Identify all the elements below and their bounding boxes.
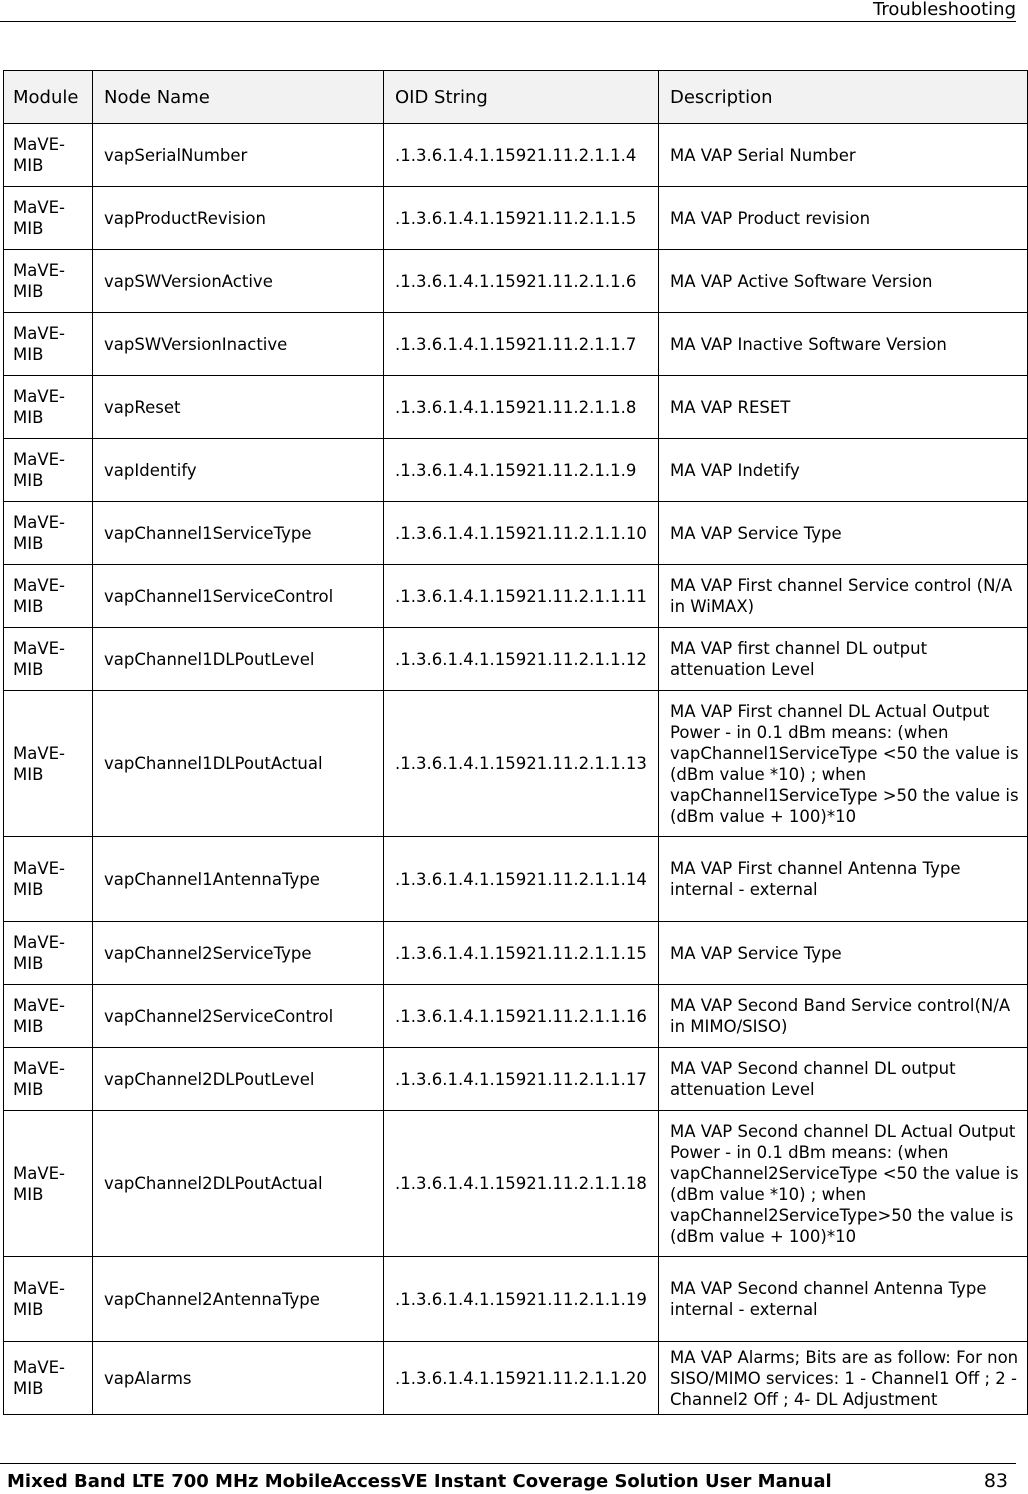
header-divider — [0, 21, 1016, 22]
table-row — [4, 565, 1028, 628]
cell-oid: .1.3.6.1.4.1.15921.11.2.1.1.10 — [384, 502, 659, 565]
cell-description: MA VAP first channel DL output attenuation Level — [659, 628, 1028, 691]
footer-manual-title: Mixed Band LTE 700 MHz MobileAccessVE Instant Coverage Solution User Manual — [7, 1471, 832, 1492]
cell-oid: .1.3.6.1.4.1.15921.11.2.1.1.17 — [384, 1048, 659, 1111]
cell-node-name: vapChannel1ServiceControl — [93, 565, 384, 628]
cell-oid: .1.3.6.1.4.1.15921.11.2.1.1.19 — [384, 1257, 659, 1342]
cell-module: MaVE-MIB — [4, 124, 93, 187]
oid-table — [3, 70, 1028, 1415]
cell-node-name: vapChannel1AntennaType — [93, 837, 384, 922]
cell-module: MaVE-MIB — [4, 1257, 93, 1342]
column-header-node-name: Node Name — [93, 71, 384, 124]
cell-oid: .1.3.6.1.4.1.15921.11.2.1.1.15 — [384, 922, 659, 985]
cell-node-name: vapIdentify — [93, 439, 384, 502]
table-row — [4, 985, 1028, 1048]
cell-node-name: vapProductRevision — [93, 187, 384, 250]
cell-node-name: vapChannel2ServiceType — [93, 922, 384, 985]
cell-description: MA VAP First channel DL Actual Output Power - in 0.1 dBm means: (when vapChannel1ServiceType <50 the value is (dBm value *10) ; when vapChannel1ServiceType >50 the value is (dBm value + 100)*10 — [659, 691, 1028, 837]
cell-oid: .1.3.6.1.4.1.15921.11.2.1.1.7 — [384, 313, 659, 376]
cell-description: MA VAP Second channel DL Actual Output Power - in 0.1 dBm means: (when vapChannel2ServiceType <50 the value is (dBm value *10) ; when vapChannel2ServiceType>50 the value is (dBm value + 100)*10 — [659, 1111, 1028, 1257]
table-row — [4, 1111, 1028, 1257]
cell-description: MA VAP Active Software Version — [659, 250, 1028, 313]
cell-description: MA VAP First channel Antenna Type internal - external — [659, 837, 1028, 922]
cell-oid: .1.3.6.1.4.1.15921.11.2.1.1.8 — [384, 376, 659, 439]
cell-module: MaVE-MIB — [4, 1342, 93, 1415]
cell-module: MaVE-MIB — [4, 837, 93, 922]
cell-node-name: vapChannel2DLPoutLevel — [93, 1048, 384, 1111]
cell-oid: .1.3.6.1.4.1.15921.11.2.1.1.5 — [384, 187, 659, 250]
table-header-row — [4, 71, 1028, 124]
cell-module: MaVE-MIB — [4, 565, 93, 628]
cell-description: MA VAP Serial Number — [659, 124, 1028, 187]
cell-module: MaVE-MIB — [4, 376, 93, 439]
cell-node-name: vapSWVersionInactive — [93, 313, 384, 376]
cell-oid: .1.3.6.1.4.1.15921.11.2.1.1.11 — [384, 565, 659, 628]
table-row — [4, 439, 1028, 502]
cell-description: MA VAP Product revision — [659, 187, 1028, 250]
cell-node-name: vapChannel2AntennaType — [93, 1257, 384, 1342]
table-row — [4, 1257, 1028, 1342]
cell-node-name: vapChannel1DLPoutLevel — [93, 628, 384, 691]
cell-module: MaVE-MIB — [4, 313, 93, 376]
cell-node-name: vapChannel2DLPoutActual — [93, 1111, 384, 1257]
cell-description: MA VAP RESET — [659, 376, 1028, 439]
table-row — [4, 313, 1028, 376]
table-row — [4, 628, 1028, 691]
cell-description: MA VAP Second Band Service control(N/A in MIMO/SISO) — [659, 985, 1028, 1048]
table-row — [4, 376, 1028, 439]
cell-module: MaVE-MIB — [4, 250, 93, 313]
cell-node-name: vapChannel1ServiceType — [93, 502, 384, 565]
cell-oid: .1.3.6.1.4.1.15921.11.2.1.1.20 — [384, 1342, 659, 1415]
cell-oid: .1.3.6.1.4.1.15921.11.2.1.1.12 — [384, 628, 659, 691]
cell-oid: .1.3.6.1.4.1.15921.11.2.1.1.9 — [384, 439, 659, 502]
cell-oid: .1.3.6.1.4.1.15921.11.2.1.1.18 — [384, 1111, 659, 1257]
cell-node-name: vapChannel1DLPoutActual — [93, 691, 384, 837]
column-header-description: Description — [659, 71, 1028, 124]
cell-description: MA VAP First channel Service control (N/A in WiMAX) — [659, 565, 1028, 628]
table-row — [4, 502, 1028, 565]
cell-module: MaVE-MIB — [4, 985, 93, 1048]
cell-module: MaVE-MIB — [4, 439, 93, 502]
column-header-oid-string: OID String — [384, 71, 659, 124]
cell-module: MaVE-MIB — [4, 187, 93, 250]
cell-module: MaVE-MIB — [4, 502, 93, 565]
cell-description: MA VAP Service Type — [659, 502, 1028, 565]
cell-node-name: vapSerialNumber — [93, 124, 384, 187]
cell-module: MaVE-MIB — [4, 691, 93, 837]
table-row — [4, 1048, 1028, 1111]
column-header-module: Module — [4, 71, 93, 124]
page-number: 83 — [983, 1470, 1008, 1492]
cell-description: MA VAP Second channel DL output attenuation Level — [659, 1048, 1028, 1111]
cell-node-name: vapReset — [93, 376, 384, 439]
cell-module: MaVE-MIB — [4, 1048, 93, 1111]
table-row — [4, 187, 1028, 250]
cell-description: MA VAP Service Type — [659, 922, 1028, 985]
footer-divider — [0, 1463, 1016, 1464]
table-row — [4, 691, 1028, 837]
cell-oid: .1.3.6.1.4.1.15921.11.2.1.1.14 — [384, 837, 659, 922]
cell-node-name: vapSWVersionActive — [93, 250, 384, 313]
cell-node-name: vapChannel2ServiceControl — [93, 985, 384, 1048]
table-row — [4, 837, 1028, 922]
cell-description: MA VAP Indetify — [659, 439, 1028, 502]
table-row — [4, 124, 1028, 187]
cell-oid: .1.3.6.1.4.1.15921.11.2.1.1.13 — [384, 691, 659, 837]
cell-oid: .1.3.6.1.4.1.15921.11.2.1.1.16 — [384, 985, 659, 1048]
cell-module: MaVE-MIB — [4, 628, 93, 691]
cell-node-name: vapAlarms — [93, 1342, 384, 1415]
cell-description: MA VAP Alarms; Bits are as follow: For non SISO/MIMO services: 1 - Channel1 Off ; 2 - Channel2 Off ; 4- DL Adjustment — [659, 1342, 1028, 1415]
table-row — [4, 250, 1028, 313]
cell-module: MaVE-MIB — [4, 922, 93, 985]
table-row — [4, 922, 1028, 985]
cell-oid: .1.3.6.1.4.1.15921.11.2.1.1.6 — [384, 250, 659, 313]
cell-oid: .1.3.6.1.4.1.15921.11.2.1.1.4 — [384, 124, 659, 187]
cell-description: MA VAP Second channel Antenna Type internal - external — [659, 1257, 1028, 1342]
cell-description: MA VAP Inactive Software Version — [659, 313, 1028, 376]
cell-module: MaVE-MIB — [4, 1111, 93, 1257]
page-header-title: Troubleshooting — [873, 0, 1016, 20]
table-row — [4, 1342, 1028, 1415]
